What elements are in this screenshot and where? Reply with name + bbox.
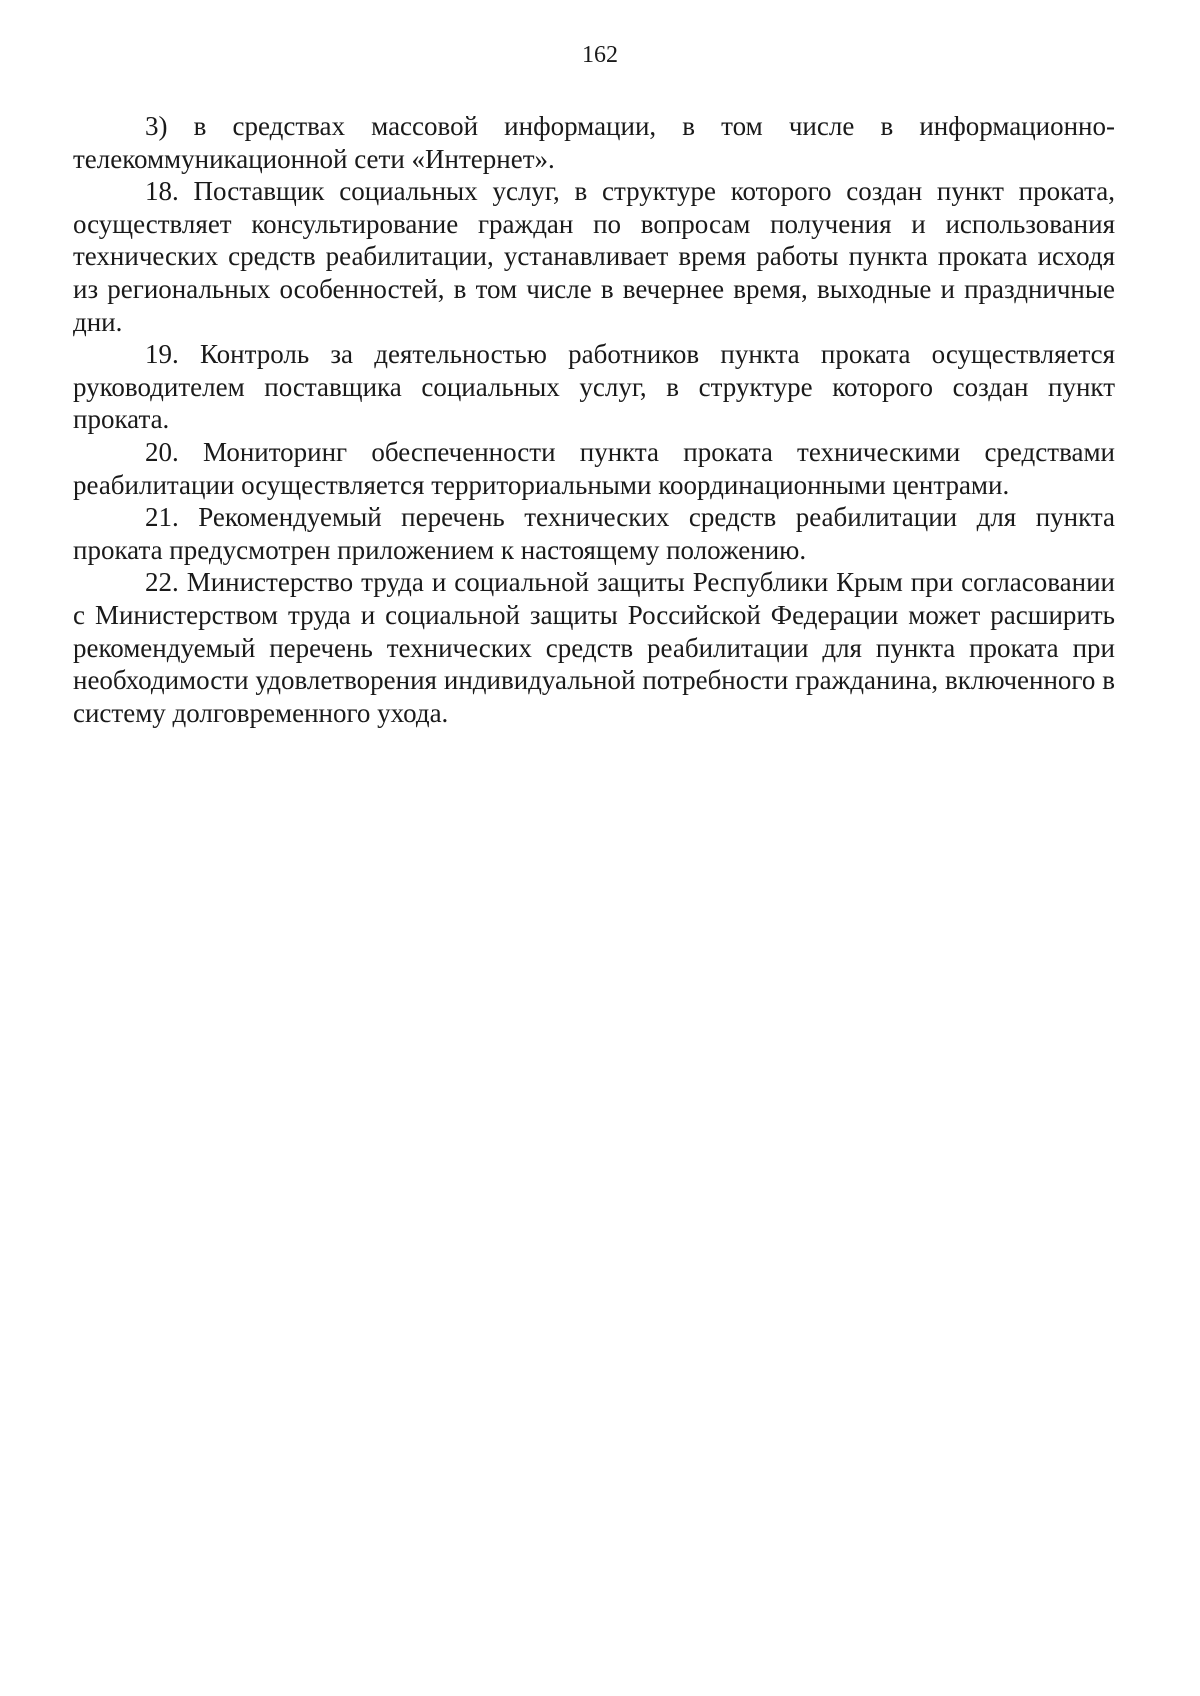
page-number: 162 bbox=[582, 42, 618, 68]
paragraph-19: 19. Контроль за деятельностью работников пункта проката осуществляется руководителем поставщика социальных услуг, в структуре которого создан пункт проката. bbox=[73, 339, 1115, 435]
paragraph-20: 20. Мониторинг обеспеченности пункта проката техническими средствами реабилитации осуществляется территориальными координационными центрами. bbox=[73, 436, 1115, 500]
document-body bbox=[73, 110, 1115, 729]
paragraph-18: 18. Поставщик социальных услуг, в структуре которого создан пункт проката, осуществляет консультирование граждан по вопросам получения и использования технических средств реабилитации, устанавливает время работы пункта проката исходя из региональных особенностей, в том числе в вечернее время, выходные и праздничные дни. bbox=[73, 176, 1115, 337]
paragraph-item-3: 3) в средствах массовой информации, в том числе в информационно-телекоммуникационной сети «Интернет». bbox=[73, 111, 1115, 174]
paragraph-22: 22. Министерство труда и социальной защиты Республики Крым при согласовании с Министерством труда и социальной защиты Российской Федерации может расширить рекомендуемый перечень технических средств реабилитации для пункта проката при необходимости удовлетворения индивидуальной потребности гражданина, включенного в систему долговременного ухода. bbox=[73, 567, 1115, 728]
paragraph-21: 21. Рекомендуемый перечень технических средств реабилитации для пункта проката предусмотрен приложением к настоящему положению. bbox=[73, 502, 1115, 565]
